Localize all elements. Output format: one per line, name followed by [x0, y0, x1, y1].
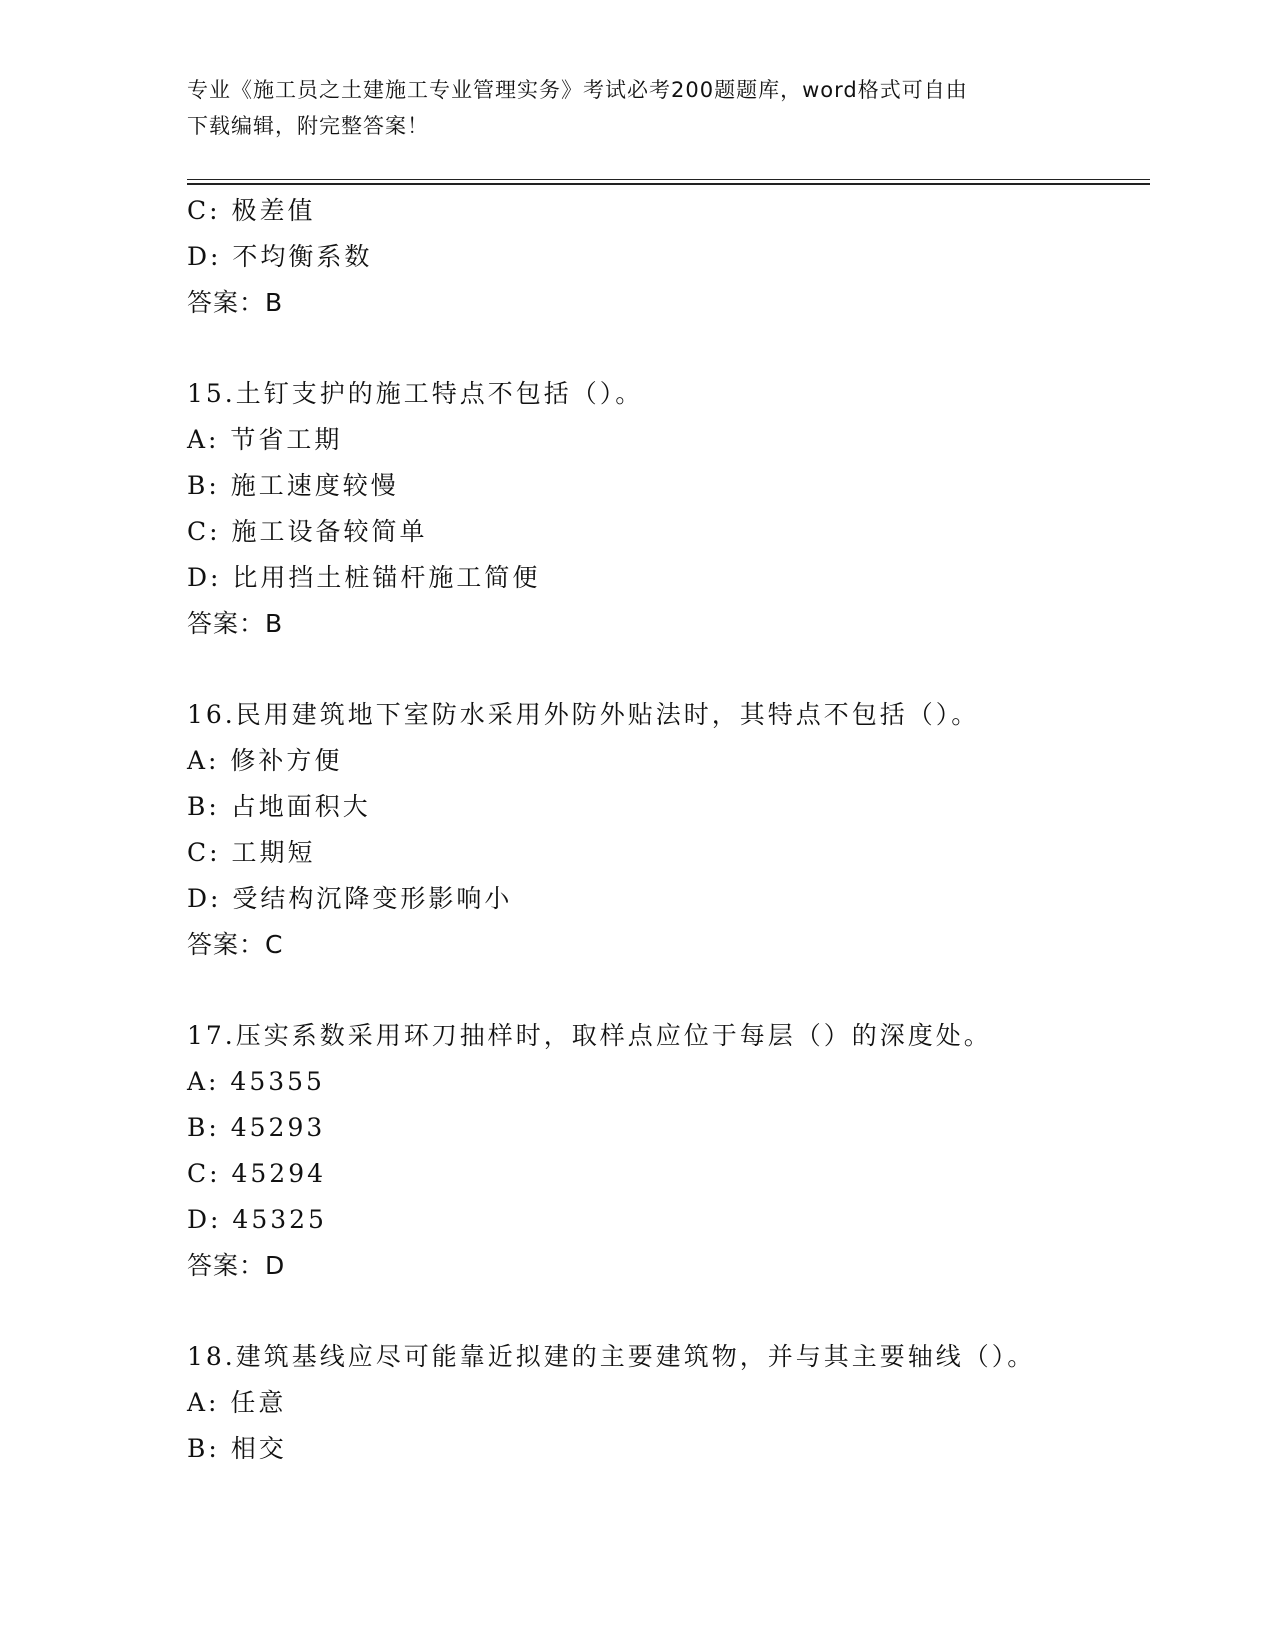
document-header: [187, 72, 1067, 144]
question-15-text: 15.土钉支护的施工特点不包括（）。: [187, 379, 644, 408]
option-d: D: 不均衡系数: [187, 242, 373, 271]
question-list: [187, 188, 1147, 1472]
header-line-1: 专业《施工员之土建施工专业管理实务》考试必考200题题库，word格式可自由: [187, 78, 968, 102]
answer-line: 答案：D: [187, 1251, 286, 1280]
option-a: A: 节省工期: [187, 425, 343, 454]
header-line-2: 下载编辑，附完整答案！: [187, 114, 429, 138]
option-b: B: 施工速度较慢: [187, 471, 399, 500]
answer-line: 答案：B: [187, 609, 284, 638]
option-b: B: 占地面积大: [187, 792, 371, 821]
header-divider-thin: [187, 179, 1150, 180]
option-a: A: 任意: [187, 1388, 287, 1417]
option-b: B: 45293: [187, 1113, 326, 1142]
option-d: D: 45325: [187, 1205, 327, 1234]
option-c: C: 45294: [187, 1159, 327, 1188]
question-18-text: 18.建筑基线应尽可能靠近拟建的主要建筑物，并与其主要轴线（）。: [187, 1342, 1036, 1371]
option-d: D: 受结构沉降变形影响小: [187, 884, 513, 913]
option-d: D: 比用挡土桩锚杆施工简便: [187, 563, 541, 592]
option-c: C: 施工设备较简单: [187, 517, 428, 546]
question-17-text: 17.压实系数采用环刀抽样时，取样点应位于每层（）的深度处。: [187, 1021, 992, 1050]
question-16-text: 16.民用建筑地下室防水采用外防外贴法时，其特点不包括（）。: [187, 700, 980, 729]
option-b: B: 相交: [187, 1434, 287, 1463]
option-a: A: 45355: [187, 1067, 325, 1096]
option-c: C: 极差值: [187, 196, 316, 225]
answer-line: 答案：C: [187, 930, 284, 959]
option-a: A: 修补方便: [187, 746, 343, 775]
header-divider-thick: [187, 183, 1150, 185]
answer-line: 答案：B: [187, 288, 284, 317]
option-c: C: 工期短: [187, 838, 316, 867]
